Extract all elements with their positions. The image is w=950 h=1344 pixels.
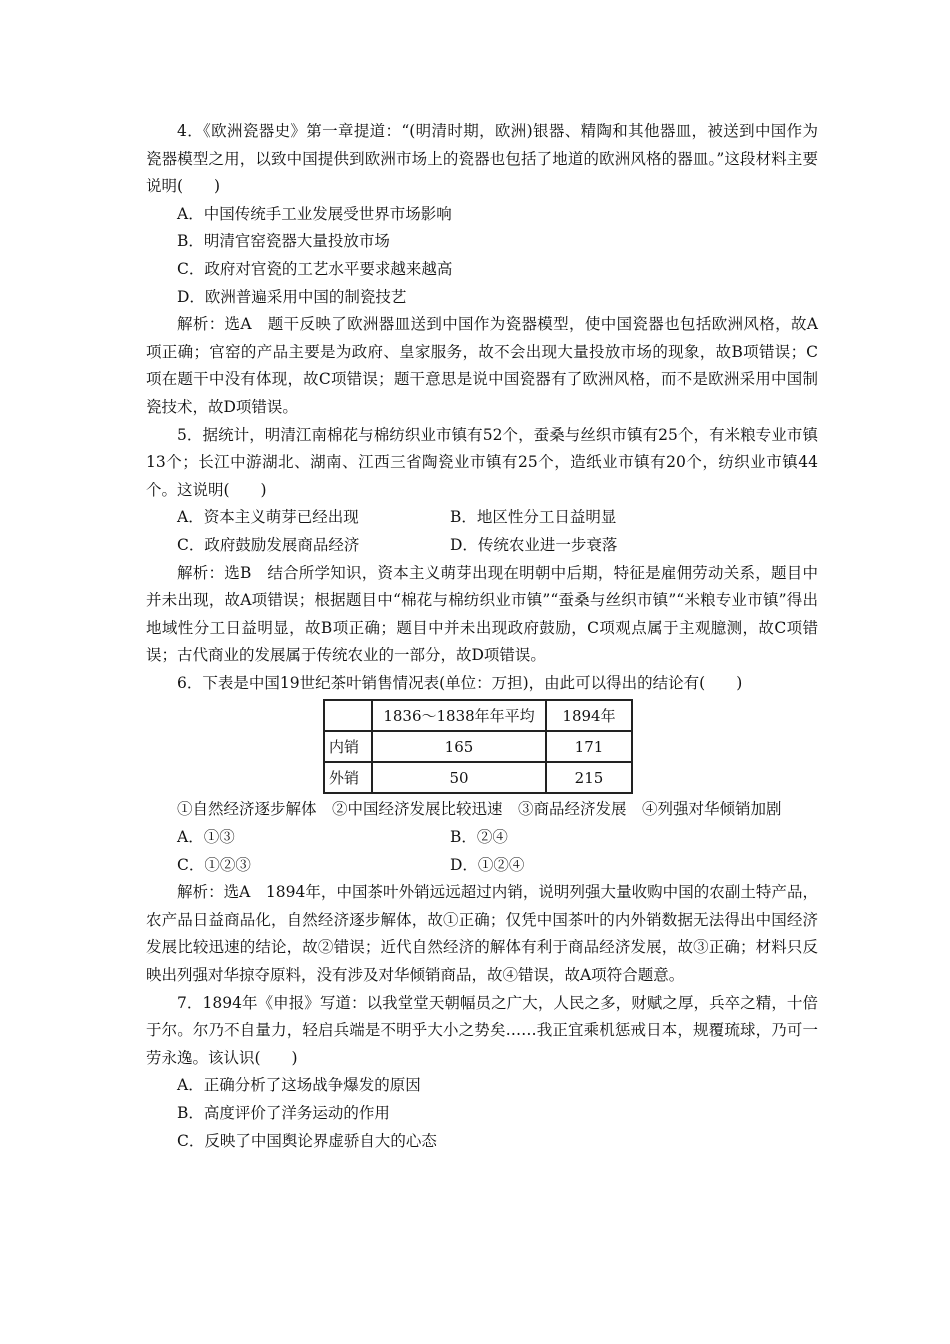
table-cell: 50: [372, 762, 546, 793]
table-header-cell: 1836～1838年年平均: [372, 700, 546, 731]
table-cell: 165: [372, 731, 546, 762]
question-6-statements: ①自然经济逐步解体 ②中国经济发展比较迅速 ③商品经济发展 ④列强对华倾销加剧: [177, 800, 782, 819]
document-page: [146, 118, 818, 1155]
question-4-option-a: A．中国传统手工业发展受世界市场影响: [177, 204, 452, 223]
question-7-option-a: A．正确分析了这场战争爆发的原因: [177, 1076, 421, 1095]
question-5-option-c: C．政府鼓励发展商品经济: [177, 535, 360, 554]
question-6-options-row-1: [146, 824, 818, 852]
question-5-option-a: A．资本主义萌芽已经出现: [177, 508, 359, 527]
question-5-options-row-2: [146, 532, 818, 560]
table-header-row: [324, 700, 632, 731]
question-4-stem: 4．《欧洲瓷器史》第一章提道：“(明清时期，欧洲)银器、精陶和其他器皿，被送到中国作为瓷器模型之用，以致中国提供到欧洲市场上的瓷器也包括了地道的欧洲风格的器皿。”这段材料主要说明( ): [146, 122, 818, 196]
question-6-stem: 6．下表是中国19世纪茶叶销售情况表(单位：万担)，由此可以得出的结论有( ): [177, 673, 743, 692]
table-cell: 171: [546, 731, 632, 762]
question-4-option-b: B．明清官窑瓷器大量投放市场: [177, 232, 390, 251]
question-7-option-c: C．反映了中国舆论界虚骄自大的心态: [177, 1131, 437, 1150]
question-4-option-d: D．欧洲普遍采用中国的制瓷技艺: [177, 287, 407, 306]
table-row: [324, 731, 632, 762]
table-row: [324, 762, 632, 793]
tea-sales-table: [323, 699, 633, 794]
table-row-label: 外销: [324, 762, 372, 793]
table-corner-cell: [324, 700, 372, 731]
question-5-options-row-1: [146, 504, 818, 532]
question-6-options-row-2: [146, 852, 818, 880]
question-6-option-d: D．①②④: [450, 855, 525, 874]
question-4-option-c: C．政府对官瓷的工艺水平要求越来越高: [177, 259, 453, 278]
question-7-option-b: B．高度评价了洋务运动的作用: [177, 1104, 390, 1122]
question-6-option-b: B．②④: [450, 828, 508, 847]
question-7-stem: 7．1894年《申报》写道：以我堂堂天朝幅员之广大，人民之多，财赋之厚，兵卒之精，十倍于尔。尔乃不自量力，轻启兵端是不明乎大小之势矣……我正宜乘机惩戒日本，规覆琉球，乃可一劳永逸。该认识( ): [146, 993, 818, 1067]
question-6-option-a: A．①③: [177, 828, 235, 847]
question-5-stem: 5．据统计，明清江南棉花与棉纺织业市镇有52个，蚕桑与丝织市镇有25个，有米粮专业市镇13个；长江中游湖北、湖南、江西三省陶瓷业市镇有25个，造纸业市镇有20个，纺织业市镇44个。这说明( ): [146, 425, 818, 499]
question-5-option-d: D．传统农业进一步衰落: [450, 535, 618, 554]
question-5-option-b: B．地区性分工日益明显: [450, 508, 617, 527]
question-6-option-c: C．①②③: [177, 855, 251, 874]
table-cell: 215: [546, 762, 632, 793]
table-header-cell: 1894年: [546, 700, 632, 731]
question-4-analysis: 解析：选A 题干反映了欧洲器皿送到中国作为瓷器模型，使中国瓷器也包括欧洲风格，故A项正确；官窑的产品主要是为政府、皇家服务，故不会出现大量投放市场的现象，故B项错误；C项在题干中没有体现，故C项错误；题干意思是说中国瓷器有了欧洲风格，而不是欧洲采用中国制瓷技术，故D项错误。: [146, 315, 818, 416]
question-5-analysis: 解析：选B 结合所学知识，资本主义萌芽出现在明朝中后期，特征是雇佣劳动关系，题目中并未出现，故A项错误；根据题目中“棉花与棉纺织业市镇”“蚕桑与丝织市镇”“米粮专业市镇”得出地域性分工日益明显，故B项正确；题目中并未出现政府鼓励，C项观点属于主观臆测，故C项错误；古代商业的发展属于传统农业的一部分，故D项错误。: [146, 563, 818, 665]
question-6-analysis: 解析：选A 1894年，中国茶叶外销远远超过内销，说明列强大量收购中国的农副土特产品，农产品日益商品化，自然经济逐步解体，故①正确；仅凭中国茶叶的内外销数据无法得出中国经济发展比较迅速的结论，故②错误；近代自然经济的解体有利于商品经济发展，故③正确；材料只反映出列强对华掠夺原料，没有涉及对华倾销商品，故④错误，故A项符合题意。: [146, 883, 818, 985]
table-row-label: 内销: [324, 731, 372, 762]
